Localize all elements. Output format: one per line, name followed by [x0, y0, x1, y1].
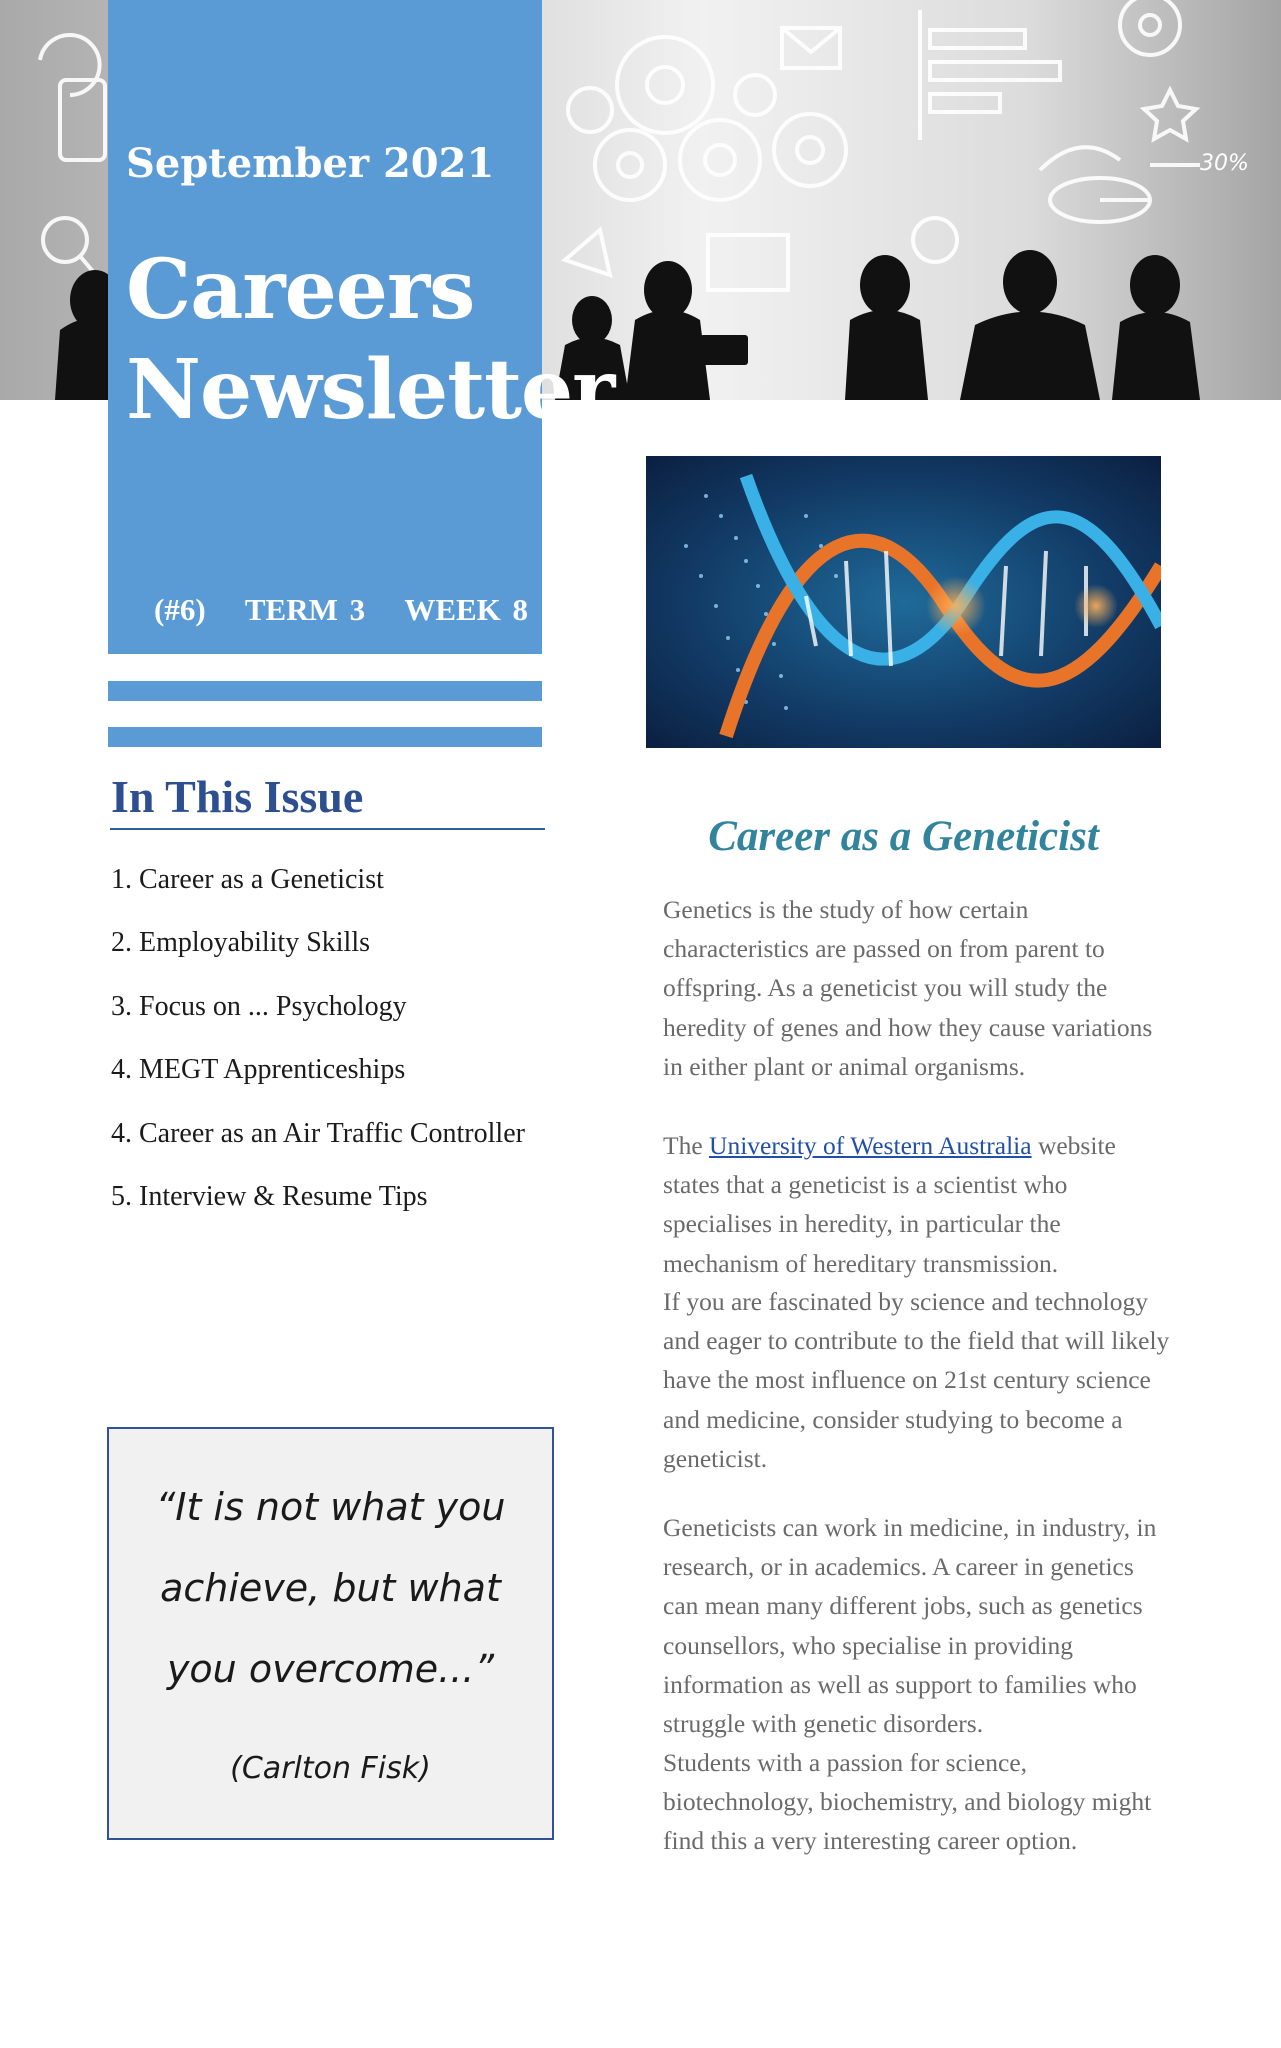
magnifier-icon [43, 218, 87, 262]
toc-item[interactable]: 2. Employability Skills [111, 927, 371, 959]
dna-helix-illustration [646, 456, 1161, 748]
toc-list [111, 864, 525, 1244]
toc-item[interactable]: 3. Focus on ... Psychology [111, 990, 407, 1022]
chart-label-text: 30% [1200, 151, 1249, 176]
title-line-1: Careers [126, 242, 475, 338]
article-paragraph: Students with a passion for science, biotechnology, biochemistry, and biology might find this a very interesting career option. [663, 1748, 1152, 1856]
article-paragraph: Geneticists can work in medicine, in industry, in research, or in academics. A career in genetics can mean many different jobs, such as genetics counsellors, who specialise in providing information as well as support to families who struggle with genetic disorders. [663, 1513, 1157, 1739]
dna-helix-image [646, 456, 1161, 748]
divider-stripe [108, 681, 542, 701]
issue-meta [154, 592, 556, 628]
article-paragraph: Genetics is the study of how certain characteristics are passed on from parent to offspring. As a geneticist you will study the heredity of genes and how they cause variations in either plant or animal organisms. [663, 895, 1153, 1081]
issue-week: WEEK 8 [404, 592, 529, 627]
masthead-panel [108, 0, 615, 654]
refresh-arrow-icon [40, 35, 100, 95]
newsletter-title [126, 240, 614, 440]
issue-date: September 2021 [126, 140, 495, 187]
quote-box [107, 1427, 554, 1840]
article-paragraph: The University of Western Australia website states that a geneticist is a scientist who specialises in heredity, in particular the mechanism of hereditary transmission. [663, 1131, 1116, 1278]
toc-heading: In This Issue [111, 771, 364, 822]
issue-number: (#6) [154, 592, 206, 627]
toc-divider [110, 828, 545, 830]
uwa-link[interactable]: University of Western Australia [709, 1131, 1032, 1160]
article-title: Career as a Geneticist [708, 813, 1099, 860]
divider-stripe [108, 727, 542, 747]
toc-item[interactable]: 4. MEGT Apprenticeships [111, 1054, 406, 1086]
article-paragraph: If you are fascinated by science and technology and eager to contribute to the field that will likely have the most influence on 21st century science and medicine, consider studying to become a geneticist. [663, 1287, 1170, 1473]
issue-term: TERM 3 [244, 592, 366, 627]
toc-item[interactable]: 1. Career as a Geneticist [111, 864, 384, 895]
title-line-2: Newsletter [126, 342, 615, 438]
quote-text: “It is not what you achieve, but what you overcome...” [155, 1485, 506, 1691]
quote-author: (Carlton Fisk) [230, 1751, 431, 1786]
toc-item[interactable]: 4. Career as an Air Traffic Controller [111, 1117, 525, 1149]
toc-item[interactable]: 5. Interview & Resume Tips [111, 1180, 428, 1212]
